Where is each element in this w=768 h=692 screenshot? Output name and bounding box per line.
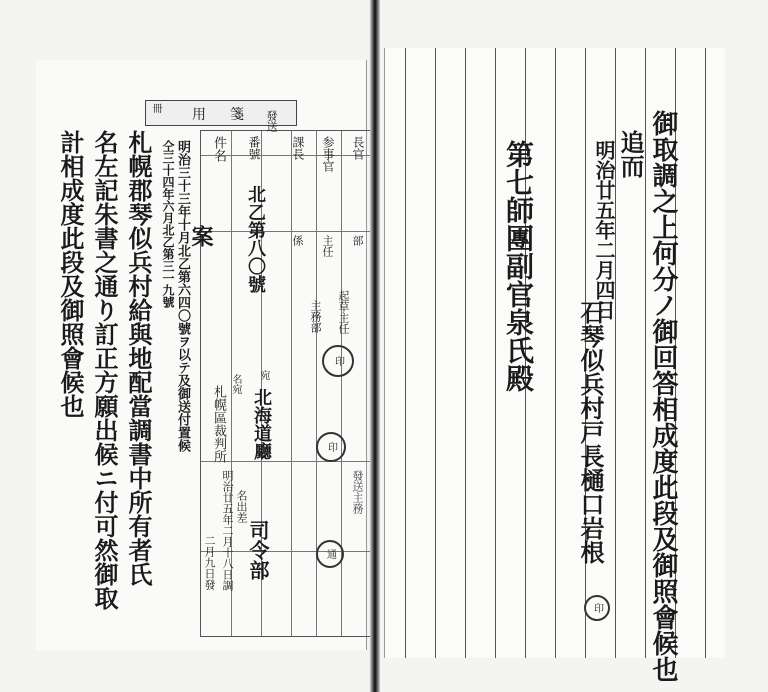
label-in-charge: 主任 xyxy=(321,235,334,257)
seal-stamp: 印 xyxy=(584,595,610,621)
label-number: 番號 xyxy=(247,136,261,160)
label-secretary: 参事官 xyxy=(321,136,335,172)
header-title: 用箋 xyxy=(192,107,268,123)
label-head-office: 長官 xyxy=(351,136,365,160)
date-line-2: 仝三十四年六月北乙第三一九號 xyxy=(161,140,175,308)
body-line-2: 名左記朱書之通り訂正方願出候ニ付可然御取 xyxy=(90,130,119,610)
recipient-name-label: 名宛 xyxy=(230,374,241,394)
right-line-1: 御取調之上何分ノ御回答相成度此段及御照會候也 xyxy=(648,110,678,682)
recipient: 北海道廳 xyxy=(251,388,272,460)
body-line-1: 札幌郡琴似兵村給與地配當調書中所有者氏 xyxy=(124,130,153,586)
label-kind: 件名 xyxy=(211,136,226,162)
court-name: 札幌區裁判所 xyxy=(211,385,226,463)
sender-label: 名出差 xyxy=(235,490,248,523)
label-section-chief: 課長 xyxy=(291,136,305,160)
label-section: 係 xyxy=(291,235,304,246)
right-addressee: 第七師團副官泉氏殿 xyxy=(502,140,535,392)
right-date: 明治廿五年二月四日 xyxy=(592,140,616,320)
seal-stamp: 印 xyxy=(322,345,354,377)
recipient-label: 宛 xyxy=(258,370,269,380)
label-department: 部 xyxy=(351,235,364,246)
draft-marker: 案 xyxy=(188,225,214,247)
corner-mark: 冊 xyxy=(150,103,161,119)
footer-date-2: 二月九日發 xyxy=(203,535,216,590)
body-line-3: 計相成度此段及御照會候也 xyxy=(56,130,85,418)
book-gutter xyxy=(370,0,380,692)
footer-date-1: 明治廿五年二月十八日調 xyxy=(221,470,234,591)
approver-note: 發送主務 xyxy=(351,470,364,514)
right-line-2: 追而 xyxy=(616,130,645,178)
sender: 司令部 xyxy=(246,520,270,580)
right-signatory: 石琴似兵村戸長樋口岩根 xyxy=(576,300,605,564)
seal-stamp: 印 xyxy=(316,432,346,462)
seal-stamp: 通 xyxy=(316,540,344,568)
label-main-dept: 主務部 xyxy=(309,300,322,333)
label-drafter: 起草主任 xyxy=(337,290,350,334)
date-line-1: 明治三十三年十月北乙第六四〇號ヲ以テ及御送付置候 xyxy=(175,140,190,452)
document-number: 北乙第八〇號 xyxy=(245,185,266,293)
label-sent: 發送 xyxy=(265,110,278,132)
